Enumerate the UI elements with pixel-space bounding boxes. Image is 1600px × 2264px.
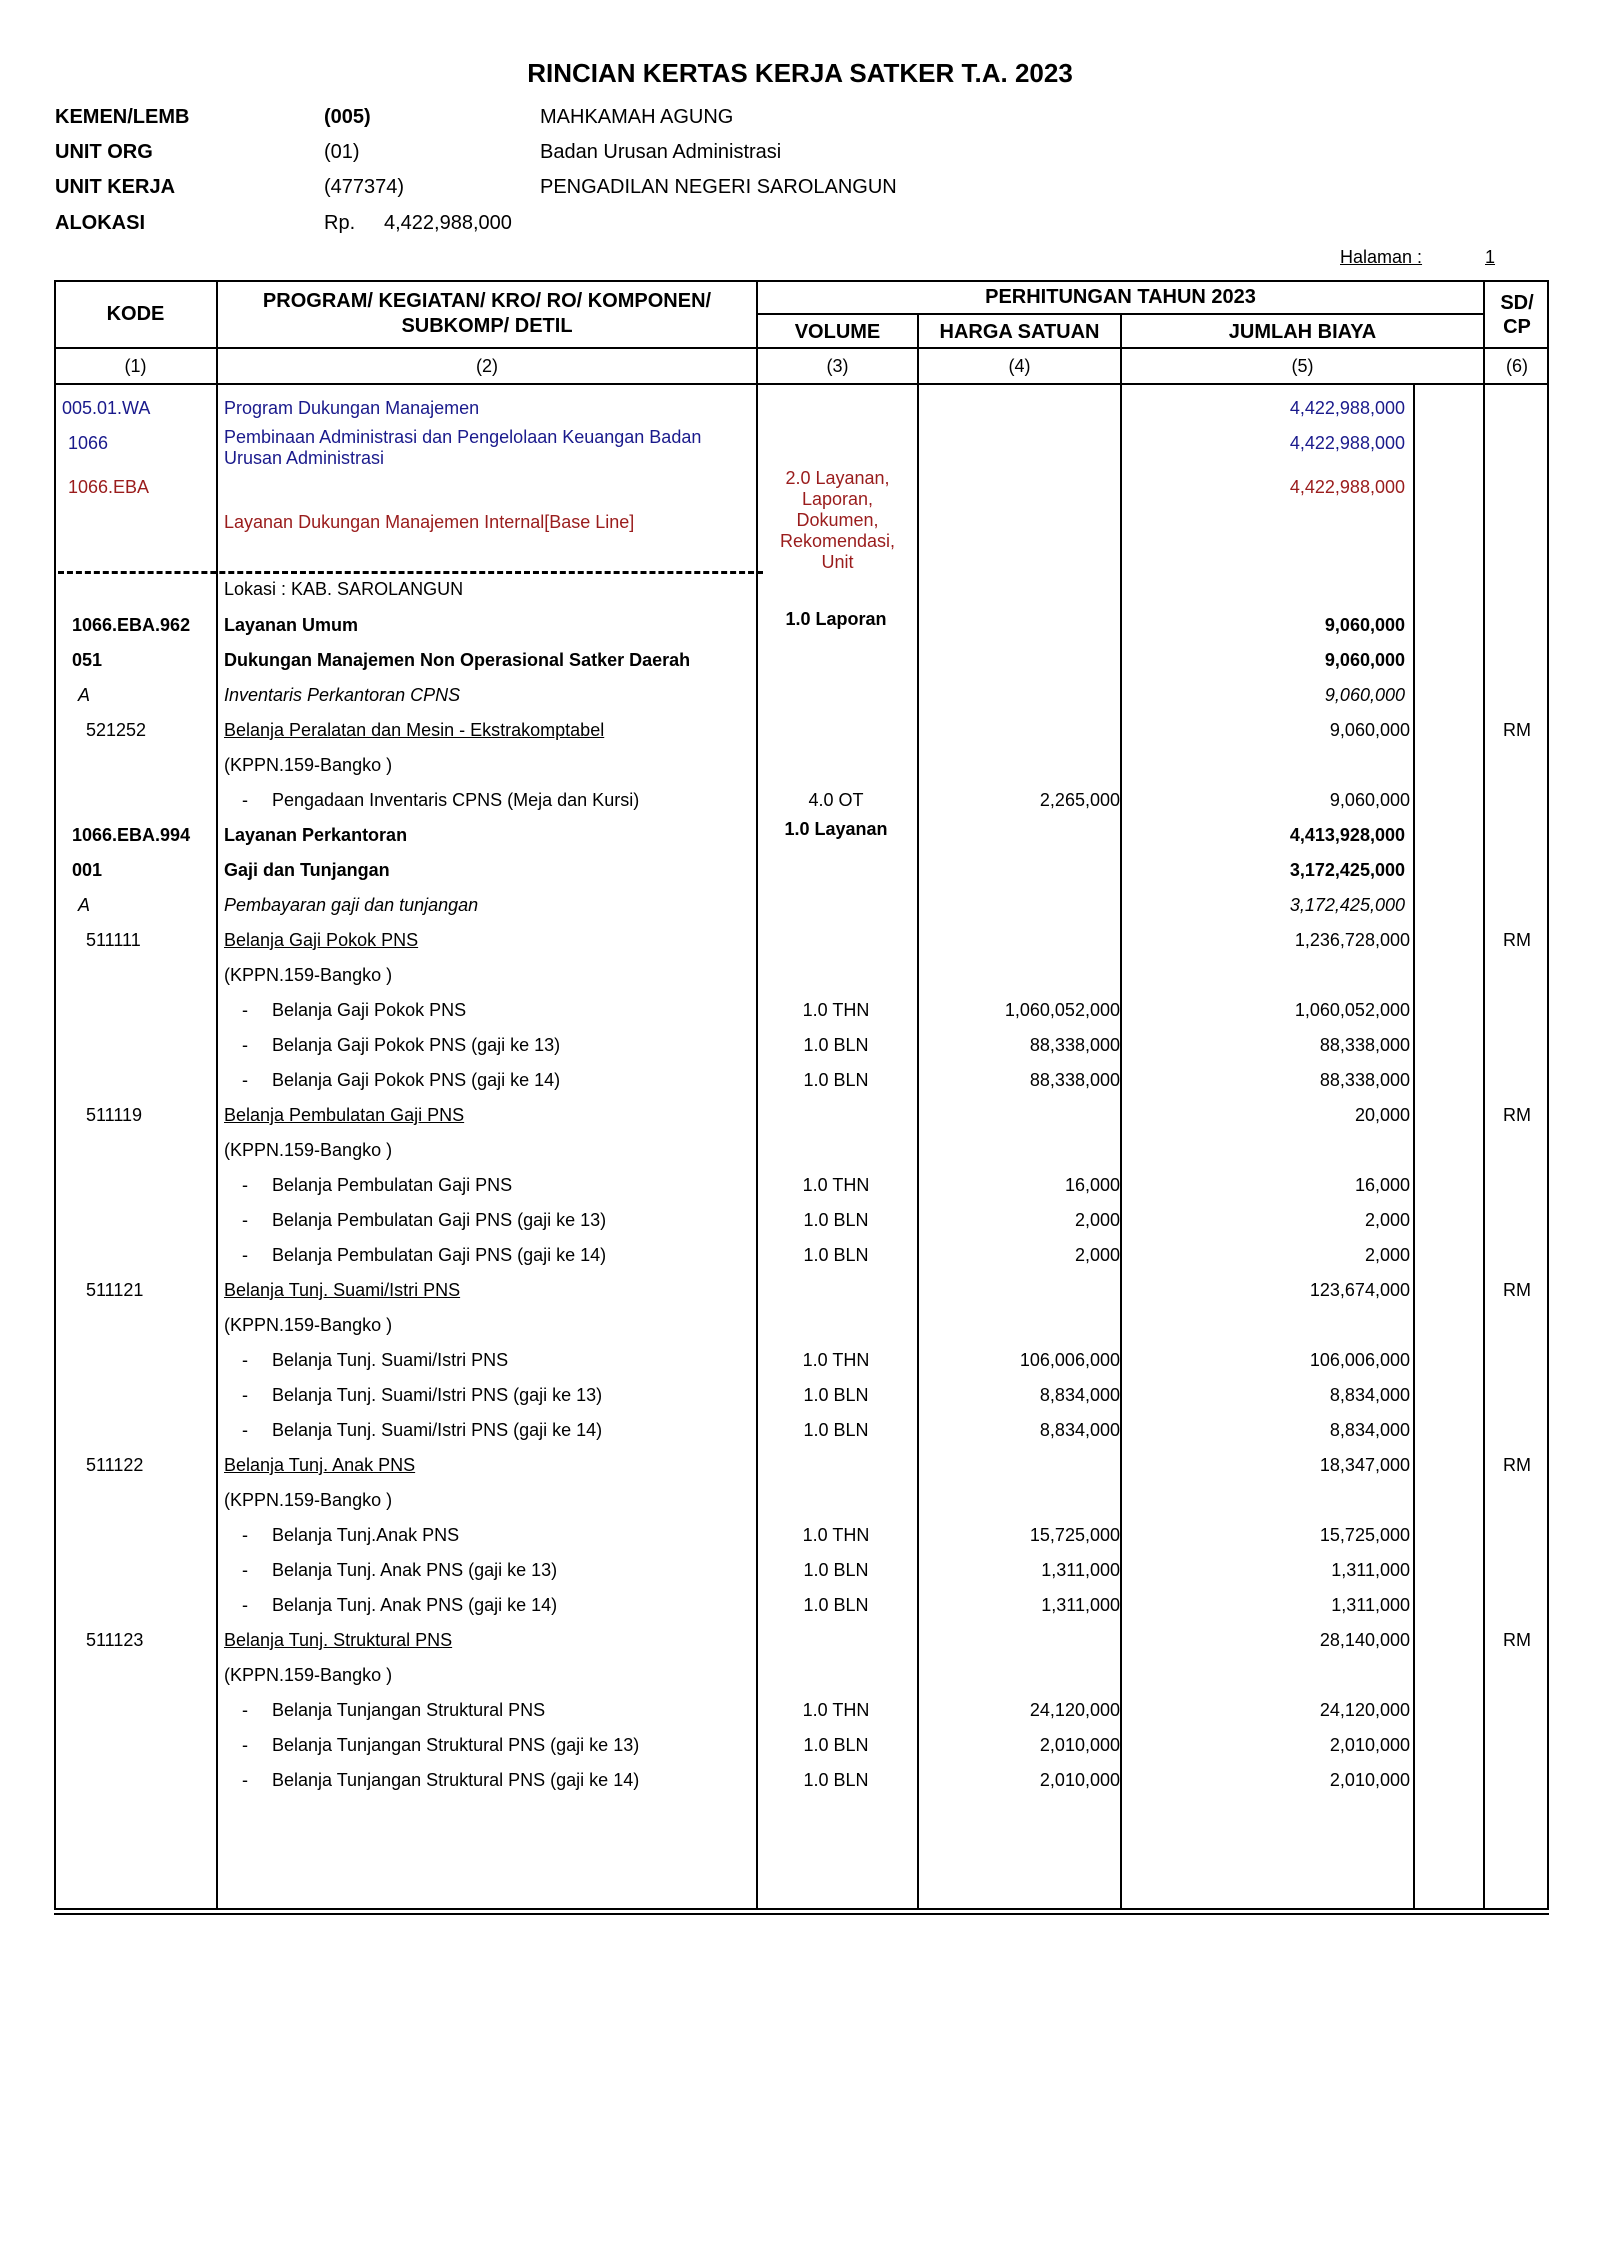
row-harga: 2,010,000 — [1039, 1735, 1120, 1755]
kro-total: 4,422,988,000 — [1289, 477, 1405, 497]
bullet-dash: - — [242, 1385, 248, 1405]
row-uraian-text: Belanja Tunjangan Struktural PNS — [272, 1700, 546, 1720]
table-row — [0, 1383, 1600, 1407]
bullet-dash: - — [242, 1000, 248, 1020]
halaman-value: 1 — [1485, 247, 1496, 267]
row-volume: 1.0 BLN — [803, 1560, 869, 1580]
col-kode-header: KODE — [106, 303, 165, 325]
table-row — [0, 928, 1600, 952]
row-uraian-text: Belanja Pembulatan Gaji PNS (gaji ke 14) — [272, 1245, 607, 1265]
row-jumlah: 88,338,000 — [1319, 1070, 1410, 1090]
row-kode: 051 — [72, 650, 103, 670]
row-jumlah: 1,060,052,000 — [1294, 1000, 1410, 1020]
bullet-dash: - — [242, 1420, 248, 1440]
row-kode: 511121 — [86, 1280, 144, 1300]
row-uraian: Pembayaran gaji dan tunjangan — [224, 895, 479, 915]
row-uraian-text: Belanja Tunj. Suami/Istri PNS — [272, 1350, 509, 1370]
row-jumlah: 8,834,000 — [1329, 1420, 1410, 1440]
bullet-dash: - — [242, 1245, 248, 1265]
table-row — [0, 1243, 1600, 1267]
row-jumlah: 24,120,000 — [1319, 1700, 1410, 1720]
row-kode: 1066.EBA.994 — [72, 825, 191, 845]
kegiatan-total: 4,422,988,000 — [1289, 433, 1405, 453]
table-row — [0, 1278, 1600, 1302]
row-harga: 88,338,000 — [1029, 1035, 1120, 1055]
row-uraian-text: Belanja Tunj. Anak PNS (gaji ke 13) — [272, 1560, 558, 1580]
row-jumlah: 3,172,425,000 — [1289, 895, 1405, 915]
row-volume: 1.0 THN — [802, 1525, 870, 1545]
col-perhitungan-header: PERHITUNGAN TAHUN 2023 — [985, 286, 1256, 308]
row-jumlah: 2,000 — [1364, 1245, 1410, 1265]
row-kode: 511111 — [86, 930, 141, 950]
row-uraian: (KPPN.159-Bangko ) — [224, 965, 393, 985]
row-uraian-text: Belanja Pembulatan Gaji PNS (gaji ke 13) — [272, 1210, 607, 1230]
col-jumlah-header: JUMLAH BIAYA — [1228, 321, 1377, 343]
row-jumlah: 18,347,000 — [1319, 1455, 1410, 1475]
dashed-separator — [58, 571, 763, 574]
col-program-header-line1: PROGRAM/ KEGIATAN/ KRO/ RO/ KOMPONEN/ — [262, 290, 712, 312]
table-row — [0, 1768, 1600, 1792]
unit-org-label: UNIT ORG — [55, 141, 153, 163]
row-jumlah: 9,060,000 — [1324, 615, 1405, 635]
col-number-2: (2) — [476, 356, 498, 376]
row-uraian-text: Belanja Gaji Pokok PNS — [272, 1000, 467, 1020]
bullet-dash: - — [242, 1735, 248, 1755]
row-volume: 1.0 BLN — [803, 1770, 869, 1790]
kemen-label: KEMEN/LEMB — [55, 106, 190, 128]
row-kode: 521252 — [86, 720, 147, 740]
row-uraian: Belanja Tunj. Struktural PNS — [224, 1630, 453, 1650]
program-code: 005.01.WA — [62, 398, 151, 418]
kro-volume-line: Unit — [821, 552, 854, 572]
table-row — [0, 1348, 1600, 1372]
row-uraian-text: Belanja Gaji Pokok PNS (gaji ke 14) — [272, 1070, 561, 1090]
table-row — [0, 1173, 1600, 1197]
row-kode: 511119 — [86, 1105, 143, 1125]
table-row — [0, 1138, 1600, 1162]
row-jumlah: 9,060,000 — [1329, 790, 1410, 810]
row-sdcp: RM — [1503, 1455, 1531, 1475]
kro-volume — [758, 468, 917, 573]
row-jumlah: 4,413,928,000 — [1289, 825, 1405, 845]
row-uraian-text: Belanja Tunjangan Struktural PNS (gaji ke 13) — [272, 1735, 640, 1755]
row-jumlah: 2,000 — [1364, 1210, 1410, 1230]
unit-org-code: (01) — [324, 141, 360, 163]
row-jumlah: 9,060,000 — [1324, 685, 1405, 705]
row-jumlah: 15,725,000 — [1319, 1525, 1410, 1545]
kro-volume-line: Rekomendasi, — [779, 531, 896, 551]
row-uraian: Belanja Tunj. Suami/Istri PNS — [224, 1280, 461, 1300]
kegiatan-code: 1066 — [68, 433, 109, 453]
col-number-1: (1) — [124, 356, 147, 376]
row-kode: 511122 — [86, 1455, 144, 1475]
table-row — [0, 1453, 1600, 1477]
kro-volume-line: Laporan, — [801, 489, 874, 509]
row-harga: 88,338,000 — [1029, 1070, 1120, 1090]
kro-code: 1066.EBA — [68, 477, 150, 497]
bullet-dash: - — [242, 1560, 248, 1580]
bullet-dash: - — [242, 1070, 248, 1090]
header-subrule — [757, 313, 1484, 315]
row-harga: 1,060,052,000 — [1004, 1000, 1120, 1020]
row-uraian-text: Belanja Tunj. Suami/Istri PNS (gaji ke 13) — [272, 1385, 603, 1405]
row-volume: 1.0 BLN — [803, 1385, 869, 1405]
unit-org-name: Badan Urusan Administrasi — [540, 141, 782, 163]
program-total: 4,422,988,000 — [1289, 398, 1405, 418]
alokasi-currency: Rp. — [324, 212, 356, 234]
table-row — [0, 1068, 1600, 1092]
row-jumlah: 16,000 — [1354, 1175, 1410, 1195]
document-title: RINCIAN KERTAS KERJA SATKER T.A. 2023 — [527, 58, 1073, 88]
row-jumlah: 123,674,000 — [1309, 1280, 1410, 1300]
halaman-label: Halaman : — [1340, 247, 1423, 267]
unit-kerja-code: (477374) — [324, 176, 405, 198]
row-harga: 2,000 — [1074, 1245, 1120, 1265]
row-jumlah: 2,010,000 — [1329, 1770, 1410, 1790]
row-uraian: Layanan Umum — [224, 615, 359, 635]
row-volume: 1.0 BLN — [803, 1070, 869, 1090]
kro-volume-line: 2.0 Layanan, — [785, 468, 890, 488]
row-harga: 1,311,000 — [1041, 1560, 1120, 1580]
row-jumlah: 9,060,000 — [1329, 720, 1410, 740]
row-harga: 106,006,000 — [1019, 1350, 1120, 1370]
row-jumlah: 1,311,000 — [1331, 1595, 1410, 1615]
row-volume: 1.0 Laporan — [785, 609, 887, 629]
row-jumlah: 1,311,000 — [1331, 1560, 1410, 1580]
row-jumlah: 3,172,425,000 — [1289, 860, 1405, 880]
row-harga: 16,000 — [1064, 1175, 1120, 1195]
row-uraian-text: Belanja Tunjangan Struktural PNS (gaji ke 14) — [272, 1770, 640, 1790]
kemen-name: MAHKAMAH AGUNG — [540, 106, 734, 128]
col-number-6: (6) — [1506, 356, 1528, 376]
row-uraian: (KPPN.159-Bangko ) — [224, 1315, 393, 1335]
alokasi-label: ALOKASI — [55, 212, 145, 234]
row-harga: 2,265,000 — [1039, 790, 1120, 810]
row-jumlah: 28,140,000 — [1319, 1630, 1410, 1650]
lokasi-row — [0, 577, 1600, 601]
kegiatan-row — [0, 427, 1600, 468]
table-row — [0, 1033, 1600, 1057]
row-harga: 24,120,000 — [1029, 1700, 1120, 1720]
row-uraian: (KPPN.159-Bangko ) — [224, 1665, 393, 1685]
lokasi-text: Lokasi : KAB. SAROLANGUN — [224, 579, 464, 599]
row-jumlah: 88,338,000 — [1319, 1035, 1410, 1055]
unit-kerja-label: UNIT KERJA — [55, 176, 176, 198]
row-jumlah: 1,236,728,000 — [1294, 930, 1410, 950]
table-row — [0, 1558, 1600, 1582]
row-volume: 1.0 THN — [802, 1175, 870, 1195]
row-kode: 001 — [72, 860, 103, 880]
table-row — [0, 1103, 1600, 1127]
col-number-3: (3) — [826, 356, 849, 376]
row-kode: A — [78, 895, 91, 915]
row-jumlah: 20,000 — [1354, 1105, 1410, 1125]
row-uraian-text: Belanja Tunj.Anak PNS — [272, 1525, 460, 1545]
bullet-dash: - — [242, 1595, 248, 1615]
row-volume: 4.0 OT — [808, 790, 864, 810]
table-row — [0, 963, 1600, 987]
row-kode: 511123 — [86, 1630, 144, 1650]
row-sdcp: RM — [1503, 1280, 1531, 1300]
row-volume: 1.0 Layanan — [784, 819, 888, 839]
row-volume: 1.0 BLN — [803, 1595, 869, 1615]
bullet-dash: - — [242, 790, 248, 810]
kro-volume-line: Dokumen, — [796, 510, 879, 530]
col-volume-header: VOLUME — [794, 321, 881, 343]
row-kode: 1066.EBA.962 — [72, 615, 191, 635]
row-sdcp: RM — [1503, 720, 1531, 740]
row-uraian: (KPPN.159-Bangko ) — [224, 1490, 393, 1510]
table-row — [0, 648, 1600, 672]
col-sdcp-header-line2: CP — [1503, 316, 1531, 338]
table-row — [0, 1208, 1600, 1232]
table-row — [0, 858, 1600, 882]
bullet-dash: - — [242, 1210, 248, 1230]
row-uraian: Gaji dan Tunjangan — [224, 860, 390, 880]
row-volume: 1.0 THN — [802, 1000, 870, 1020]
row-volume: 1.0 BLN — [803, 1210, 869, 1230]
col-number-4: (4) — [1008, 356, 1031, 376]
table-row — [0, 1488, 1600, 1512]
row-volume: 1.0 BLN — [803, 1735, 869, 1755]
header-rule — [55, 347, 1548, 349]
col-sdcp-header-line1: SD/ — [1500, 292, 1534, 314]
table-row — [0, 1313, 1600, 1337]
row-volume: 1.0 BLN — [803, 1245, 869, 1265]
col-number-5: (5) — [1291, 356, 1314, 376]
kro-name: Layanan Dukungan Manajemen Internal[Base Line] — [224, 512, 635, 532]
table-row — [0, 998, 1600, 1022]
table-row — [0, 1593, 1600, 1617]
row-sdcp: RM — [1503, 930, 1531, 950]
row-uraian: Inventaris Perkantoran CPNS — [224, 685, 461, 705]
row-harga: 8,834,000 — [1039, 1420, 1120, 1440]
row-uraian: Belanja Tunj. Anak PNS — [224, 1455, 416, 1475]
table-bottom-rule — [54, 1913, 1549, 1915]
row-uraian-text: Belanja Pembulatan Gaji PNS — [272, 1175, 513, 1195]
row-uraian: Belanja Peralatan dan Mesin - Ekstrakomptabel — [224, 720, 605, 740]
row-sdcp: RM — [1503, 1105, 1531, 1125]
table-row — [0, 1523, 1600, 1547]
row-harga: 2,000 — [1074, 1210, 1120, 1230]
table-row — [0, 893, 1600, 917]
unit-kerja-name: PENGADILAN NEGERI SAROLANGUN — [540, 176, 897, 198]
kegiatan-name-line1: Pembinaan Administrasi dan Pengelolaan Keuangan Badan — [224, 427, 702, 447]
row-uraian: Belanja Pembulatan Gaji PNS — [224, 1105, 465, 1125]
kegiatan-name-line2: Urusan Administrasi — [224, 448, 385, 468]
row-jumlah: 106,006,000 — [1309, 1350, 1410, 1370]
row-harga: 8,834,000 — [1039, 1385, 1120, 1405]
col-harga-header: HARGA SATUAN — [939, 321, 1100, 343]
alokasi-value: 4,422,988,000 — [384, 212, 512, 234]
number-rule — [55, 383, 1548, 385]
row-uraian: Dukungan Manajemen Non Operasional Satker Daerah — [224, 650, 691, 670]
table-row — [0, 753, 1600, 777]
program-row — [0, 396, 1600, 420]
row-kode: A — [78, 685, 91, 705]
row-uraian: (KPPN.159-Bangko ) — [224, 1140, 393, 1160]
row-harga: 1,311,000 — [1041, 1595, 1120, 1615]
row-uraian: Layanan Perkantoran — [224, 825, 408, 845]
col-program-header-line2: SUBKOMP/ DETIL — [401, 315, 573, 337]
bullet-dash: - — [242, 1770, 248, 1790]
row-volume: 1.0 BLN — [803, 1420, 869, 1440]
row-uraian: (KPPN.159-Bangko ) — [224, 755, 393, 775]
row-uraian-text: Belanja Gaji Pokok PNS (gaji ke 13) — [272, 1035, 561, 1055]
table-row — [0, 718, 1600, 742]
bullet-dash: - — [242, 1350, 248, 1370]
row-uraian-text: Pengadaan Inventaris CPNS (Meja dan Kursi) — [272, 790, 640, 810]
table-row — [0, 819, 1600, 847]
table-row — [0, 683, 1600, 707]
table-row — [0, 1663, 1600, 1687]
row-jumlah: 9,060,000 — [1324, 650, 1405, 670]
row-volume: 1.0 BLN — [803, 1035, 869, 1055]
row-uraian: Belanja Gaji Pokok PNS — [224, 930, 419, 950]
row-sdcp: RM — [1503, 1630, 1531, 1650]
table-row — [0, 609, 1600, 637]
row-jumlah: 2,010,000 — [1329, 1735, 1410, 1755]
bullet-dash: - — [242, 1525, 248, 1545]
bullet-dash: - — [242, 1175, 248, 1195]
row-harga: 15,725,000 — [1029, 1525, 1120, 1545]
table-row — [0, 1628, 1600, 1652]
bullet-dash: - — [242, 1700, 248, 1720]
table-row — [0, 1733, 1600, 1757]
row-harga: 2,010,000 — [1039, 1770, 1120, 1790]
row-uraian-text: Belanja Tunj. Suami/Istri PNS (gaji ke 14) — [272, 1420, 603, 1440]
row-volume: 1.0 THN — [802, 1350, 870, 1370]
row-uraian-text: Belanja Tunj. Anak PNS (gaji ke 14) — [272, 1595, 558, 1615]
row-volume: 1.0 THN — [802, 1700, 870, 1720]
table-row — [0, 1418, 1600, 1442]
bullet-dash: - — [242, 1035, 248, 1055]
kemen-code: (005) — [324, 106, 371, 128]
table-row — [0, 788, 1600, 812]
program-name: Program Dukungan Manajemen — [224, 398, 480, 418]
table-row — [0, 1698, 1600, 1722]
row-jumlah: 8,834,000 — [1329, 1385, 1410, 1405]
